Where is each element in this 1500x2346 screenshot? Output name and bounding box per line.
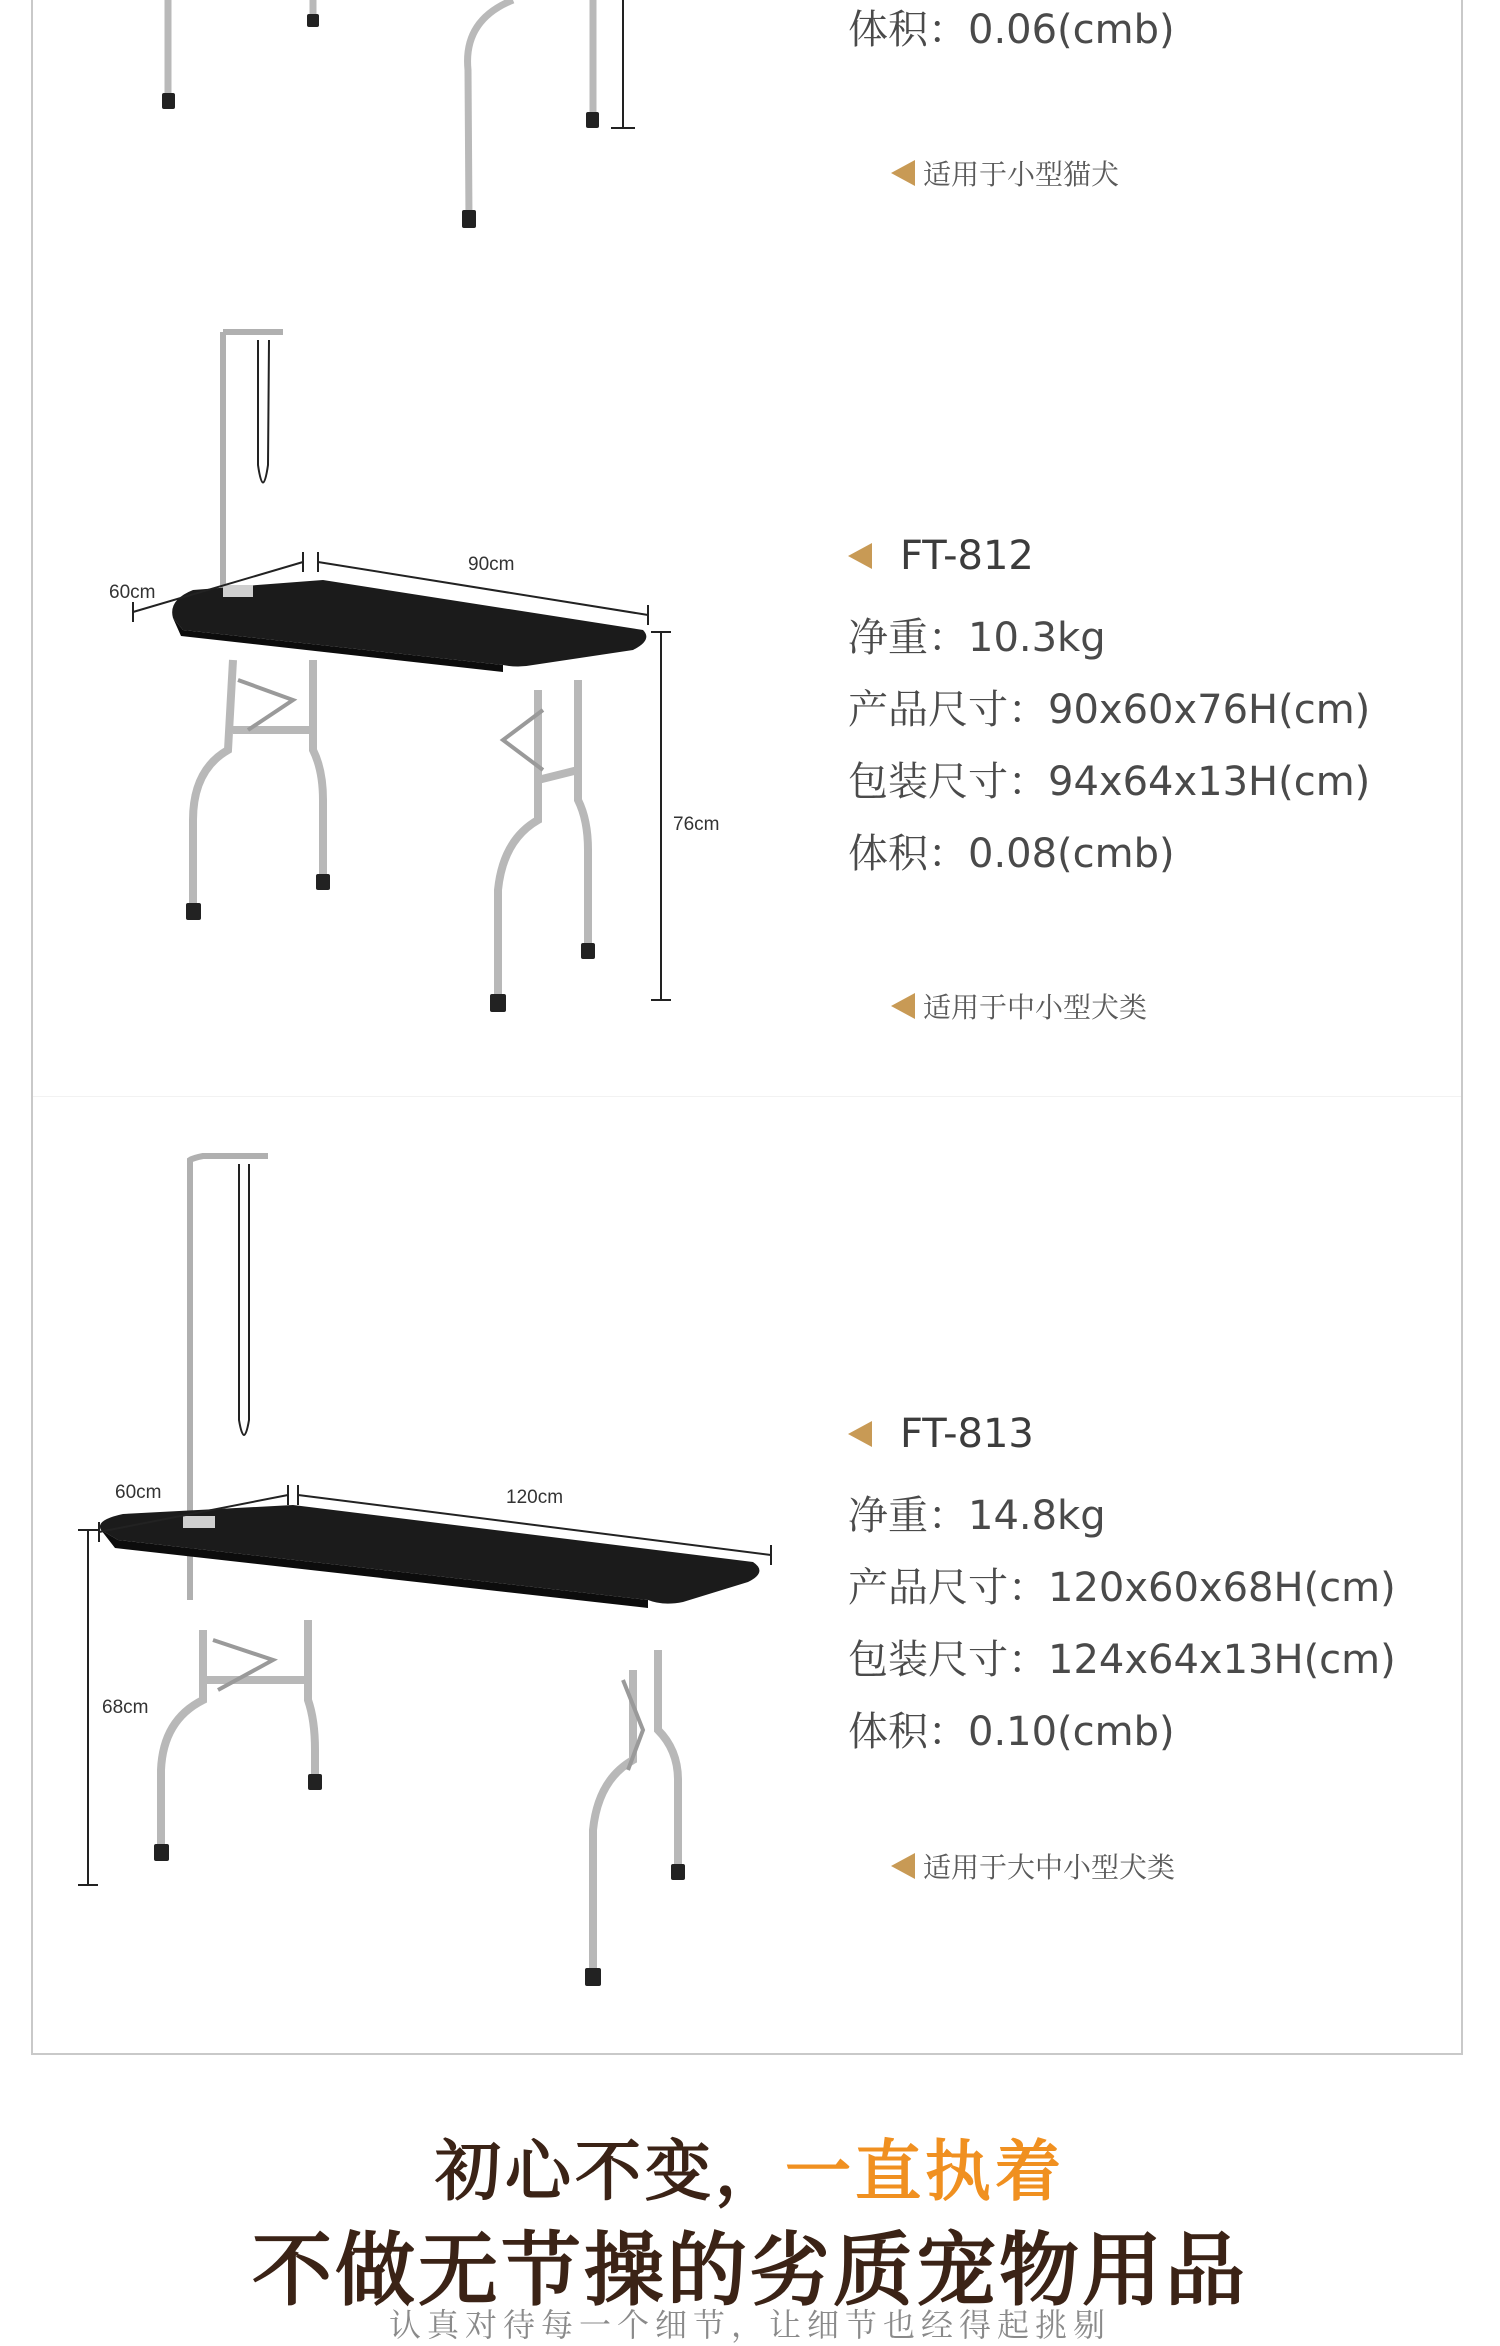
product-ft-812 xyxy=(33,300,1461,1090)
section-divider xyxy=(33,1096,1461,1097)
triangle-marker-icon xyxy=(891,160,915,186)
spec-weight: 净重：14.8kg xyxy=(848,1493,1106,1539)
dim-height-label: 68cm xyxy=(102,1697,149,1718)
suitable-text: 适用于中小型犬类 xyxy=(923,991,1148,1024)
model-name: FT-812 xyxy=(900,533,1034,579)
triangle-marker-icon xyxy=(848,1421,872,1447)
spec-list-partial xyxy=(848,0,1175,66)
model-name: FT-813 xyxy=(900,1411,1034,1457)
product-top-partial xyxy=(33,0,1461,240)
dim-length-label: 120cm xyxy=(506,1487,564,1508)
slogan-line-1-part-a: 初心不变， xyxy=(435,2133,785,2210)
triangle-marker-icon xyxy=(891,993,915,1019)
spec-package: 包装尺寸：124x64x13H(cm) xyxy=(848,1637,1396,1683)
slogan-line-2: 不做无节操的劣质宠物用品 xyxy=(252,2224,1248,2317)
dim-height-label: 76cm xyxy=(673,814,720,835)
slogan-line-1-highlight: 一直执着 xyxy=(785,2133,1065,2210)
slogan-line-1 xyxy=(0,2118,1500,2213)
model-heading xyxy=(848,532,1370,580)
spec-list-ft-813 xyxy=(848,1410,1396,1768)
triangle-marker-icon xyxy=(848,543,872,569)
spec-volume: 体积：0.06(cmb) xyxy=(848,7,1175,53)
slogan-line-3: 认真对待每一个细节，让细节也经得起挑剔 xyxy=(388,2306,1111,2344)
spec-size: 产品尺寸：90x60x76H(cm) xyxy=(848,687,1371,733)
spec-package: 包装尺寸：94x64x13H(cm) xyxy=(848,759,1371,805)
suitable-note xyxy=(891,1846,1175,1886)
table-image-ft-813 xyxy=(33,1130,833,2050)
spec-size: 产品尺寸：120x60x68H(cm) xyxy=(848,1565,1396,1611)
suitable-note xyxy=(891,153,1119,193)
spec-volume: 体积：0.10(cmb) xyxy=(848,1709,1175,1755)
table-image-ft-812 xyxy=(33,300,793,1090)
suitable-note xyxy=(891,986,1147,1026)
triangle-marker-icon xyxy=(891,1853,915,1879)
spec-weight: 净重：10.3kg xyxy=(848,615,1106,661)
suitable-text: 适用于大中小型犬类 xyxy=(923,1851,1176,1884)
model-heading xyxy=(848,1410,1396,1458)
suitable-text: 适用于小型猫犬 xyxy=(923,158,1120,191)
table-image-partial xyxy=(33,0,733,240)
spec-list-ft-812 xyxy=(848,532,1370,890)
spec-volume: 体积：0.08(cmb) xyxy=(848,831,1175,877)
product-ft-813 xyxy=(33,1130,1461,2050)
dim-width-label: 60cm xyxy=(115,1482,162,1503)
dim-length-label: 90cm xyxy=(468,554,515,575)
dim-width-label: 60cm xyxy=(109,582,156,603)
